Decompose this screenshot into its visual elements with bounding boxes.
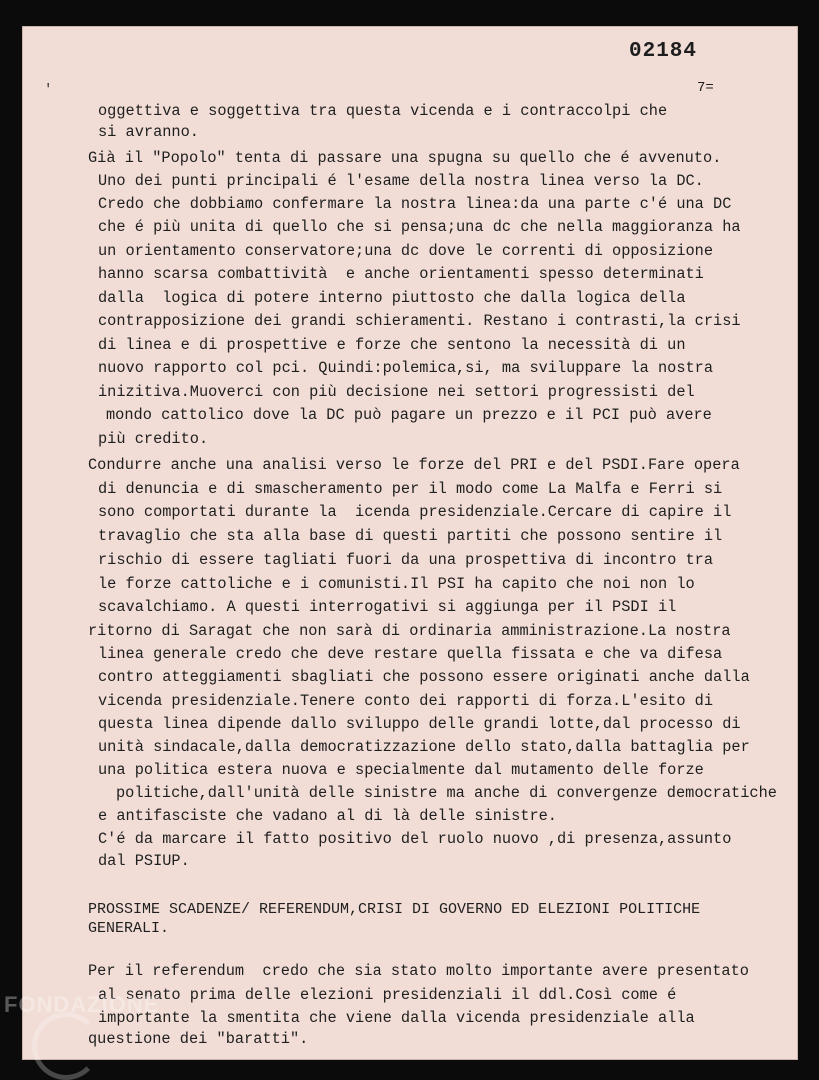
- text-line: Credo che dobbiamo confermare la nostra linea:da una parte c'é una DC: [98, 195, 732, 213]
- text-line: contrapposizione dei grandi schieramenti. Restano i contrasti,la crisi: [98, 312, 741, 330]
- text-line: dalla logica di potere interno piuttosto che dalla logica della: [98, 289, 686, 307]
- text-line: un orientamento conservatore;una dc dove le correnti di opposizione: [98, 242, 714, 260]
- text-line: sono comportati durante la icenda presidenziale.Cercare di capire il: [98, 503, 732, 521]
- text-line: Condurre anche una analisi verso le forze del PRI e del PSDI.Fare opera: [88, 456, 740, 474]
- margin-mark: ': [44, 82, 53, 98]
- text-line: più credito.: [98, 430, 209, 448]
- text-line: mondo cattolico dove la DC può pagare un prezzo e il PCI può avere: [106, 406, 712, 424]
- text-line: C'é da marcare il fatto positivo del ruolo nuovo ,di presenza,assunto: [98, 830, 732, 848]
- text-line: dal PSIUP.: [98, 852, 190, 870]
- text-line: scavalchiamo. A questi interrogativi si aggiunga per il PSDI il: [98, 598, 677, 616]
- text-line: Uno dei punti principali é l'esame della nostra linea verso la DC.: [98, 172, 704, 190]
- text-line: Per il referendum credo che sia stato molto importante avere presentato: [88, 962, 749, 980]
- text-line: questa linea dipende dallo sviluppo delle grandi lotte,dal processo di: [98, 715, 741, 733]
- text-line: rischio di essere tagliati fuori da una prospettiva di incontro tra: [98, 551, 714, 569]
- text-line: le forze cattoliche e i comunisti.Il PSI ha capito che noi non lo: [98, 575, 695, 593]
- document-number: 02184: [628, 40, 697, 63]
- text-line: di linea e di prospettive e forze che sentono la necessità di un: [98, 336, 686, 354]
- text-line: travaglio che sta alla base di questi partiti che possono sentire il: [98, 527, 723, 545]
- watermark-logo-icon: [32, 1012, 100, 1080]
- text-line: una politica estera nuova e specialmente dal mutamento delle forze: [98, 761, 704, 779]
- text-line: inizitiva.Muoverci con più decisione nei settori progressisti del: [98, 383, 695, 401]
- text-line: importante la smentita che viene dalla vicenda presidenziale alla: [98, 1009, 695, 1027]
- text-line: nuovo rapporto col pci. Quindi:polemica,si, ma sviluppare la nostra: [98, 359, 714, 377]
- text-line: si avranno.: [98, 123, 199, 141]
- watermark-text: FONDAZIONE: [4, 992, 160, 1017]
- text-line: hanno scarsa combattività e anche orientamenti spesso determinati: [98, 265, 704, 283]
- text-line: ritorno di Saragat che non sarà di ordinaria amministrazione.La nostra: [88, 622, 731, 640]
- section-heading: GENERALI.: [88, 920, 170, 937]
- text-line: politiche,dall'unità delle sinistre ma anche di convergenze democratiche: [116, 784, 777, 802]
- text-line: oggettiva e soggettiva tra questa vicenda e i contraccolpi che: [98, 102, 668, 120]
- text-line: che é più unita di quello che si pensa;una dc che nella maggioranza ha: [98, 218, 741, 236]
- text-line: contro atteggiamenti sbagliati che possono essere originati anche dalla: [98, 668, 750, 686]
- text-line: al senato prima delle elezioni presidenziali il ddl.Così come é: [98, 986, 677, 1004]
- text-line: vicenda presidenziale.Tenere conto dei rapporti di forza.L'esito di: [98, 692, 714, 710]
- text-line: e antifasciste che vadano al di là delle sinistre.: [98, 807, 557, 825]
- text-line: questione dei "baratti".: [88, 1030, 309, 1048]
- text-line: unità sindacale,dalla democratizzazione dello stato,dalla battaglia per: [98, 738, 750, 756]
- text-line: linea generale credo che deve restare quella fissata e che va difesa: [98, 645, 723, 663]
- page-number: 7=: [697, 80, 714, 96]
- section-heading: PROSSIME SCADENZE/ REFERENDUM,CRISI DI GOVERNO ED ELEZIONI POLITICHE: [88, 901, 701, 918]
- text-line: Già il "Popolo" tenta di passare una spugna su quello che é avvenuto.: [88, 149, 722, 167]
- text-line: di denuncia e di smascheramento per il modo come La Malfa e Ferri si: [98, 480, 723, 498]
